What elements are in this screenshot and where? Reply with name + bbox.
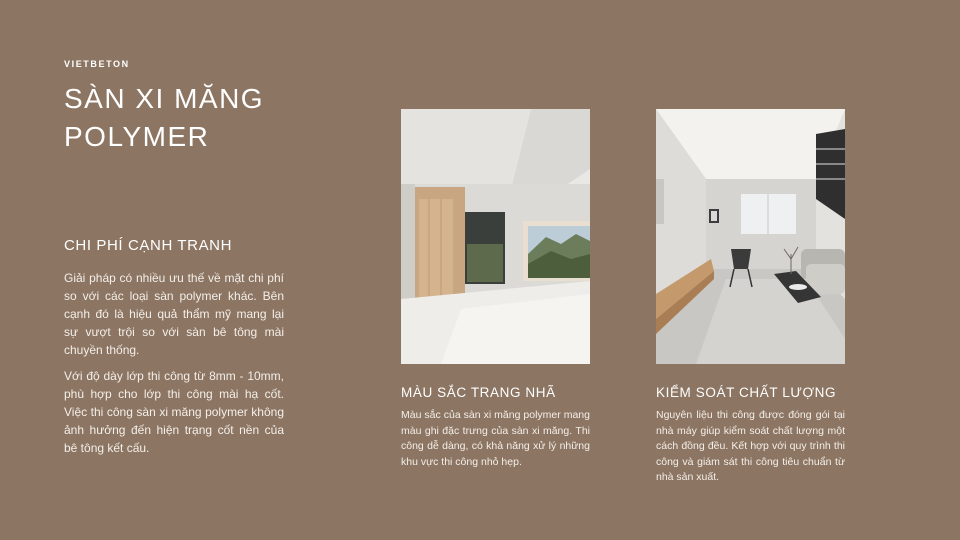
section-heading-cost: CHI PHÍ CẠNH TRANH <box>64 237 233 254</box>
title-line-2: POLYMER <box>64 121 210 152</box>
section-heading-quality: KIỂM SOÁT CHẤT LƯỢNG <box>656 385 837 400</box>
page-title <box>64 80 264 156</box>
interior-photo-living-room <box>656 109 845 364</box>
quality-description: Nguyên liệu thi công được đóng gói tại nhà máy giúp kiểm soát chất lượng một cách đồng đều. Kết hợp với quy trình thi công và giám sát thi công tiêu chuẩn từ nhà sản xuất. <box>656 409 845 483</box>
title-line-1: SÀN XI MĂNG <box>64 83 265 114</box>
cost-paragraph-2: Với độ dày lớp thi công từ 8mm - 10mm, phù hợp cho lớp thi công mài hạ cốt. Việc thi công sàn xi măng polymer không ảnh hưởng đến hiện trạng cốt nền của bê tông kết cấu. <box>64 369 284 455</box>
color-description: Màu sắc của sàn xi măng polymer mang màu ghi đặc trưng của sàn xi măng. Thi công dễ dàng, có khả năng xử lý những khu vực thi công nhỏ hẹp. <box>401 409 590 468</box>
interior-photo-window <box>401 109 590 364</box>
section-heading-color: MÀU SẮC TRANG NHÃ <box>401 385 556 400</box>
brand-label: VIETBETON <box>64 59 130 69</box>
cost-paragraph-1: Giải pháp có nhiều ưu thế về mặt chi phí so với các loại sàn polymer khác. Bên cạnh đó là hiệu quả thẩm mỹ mang lại sự vượt trội so với sàn bê tông mài chuyền thống. <box>64 271 284 357</box>
